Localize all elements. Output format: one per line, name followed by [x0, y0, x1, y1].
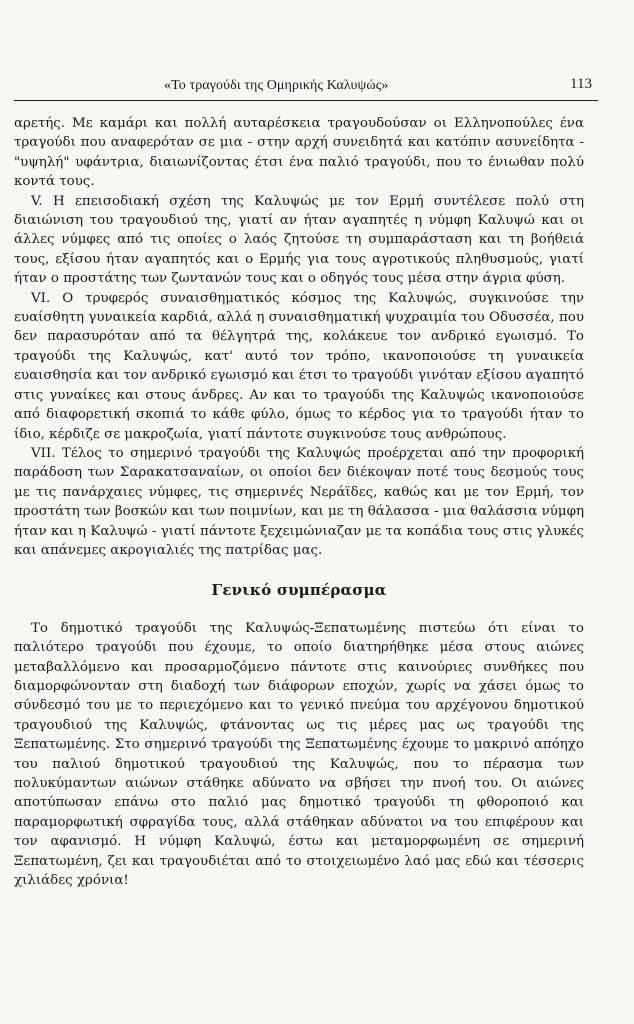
paragraph-continuation: αρετής. Με καμάρι και πολλή αυταρέσκεια τραγουδούσαν οι Ελληνοπούλες ένα τραγούδι που αναφερόταν σε μια - στην αρχή συνειδητά και κατόπιν ασυνείδητα - "υψηλή" υφάντρια, διαιωνίζοντας έτσι ένα παλιό τραγούδι, που το ένιωθαν πολύ κοντά τους. — [14, 116, 584, 190]
paragraph-vi: VI. Ο τρυφερός συναισθηματικός κόσμος της Καλυψώς, συγκινούσε την ευαίσθητη γυναικεία καρδιά, αλλά η συναισθηματική ψυχραιμία του Οδυσσέα, που δεν παρασυρόταν από τα θέλγητρά της, κολάκευε τον ανδρικό εγωισμό. Το τραγούδι της Καλυψώς, κατ' αυτό τον τρόπο, ικανοποιούσε τη γυναικεία ευαισθησία και τον ανδρικό εγωισμό και έτσι το τραγούδι γινόταν εξίσου αγαπητό στις γυναίκες και στους άνδρες. Αν και το τραγούδι της Καλυψώς ικανοποιούσε από διαφορετική σκοπιά το κάθε φύλο, όμως το κέρδος για το τραγούδι ήταν το ίδιο, κέρδιζε σε μακροζωία, γιατί πάντοτε συγκινούσε τους ανθρώπους. — [14, 290, 584, 442]
running-title: «Το τραγούδι της Ομηρικής Καλυψώς» — [164, 78, 389, 93]
page-number: 113 — [570, 76, 592, 92]
section-heading: Γενικό συμπέρασμα — [211, 581, 387, 600]
paragraph-vii: VII. Τέλος το σημερινό τραγούδι της Καλυψώς προέρχεται από την προφορική παράδοση των Σαρακατσαναίων, οι οποίοι δεν διέκοψαν ποτέ τους δεσμούς τους με τις πανάρχαιες νύμφες, τις σημερινές Νεράϊδες, καθώς και με τον Ερμή, τον προστάτη των βοσκών και των ποιμνίων, και με τη θάλασσα - μια θαλάσσια νύμφη ήταν και η Καλυψώ - γιατί πάντοτε ξεχειμώνιαζαν με τα κοπάδια τους στις γλυκές και απάνεμες ακρογιαλιές της πατρίδας μας. — [14, 445, 584, 558]
paragraph-v: V. Η επεισοδιακή σχέση της Καλυψώς με τον Ερμή συντέλεσε πολύ στη διαιώνιση του τραγουδιού της, γιατί αν ήταν αγαπητές η νύμφη Καλυψώ και οι άλλες νύμφες από τις οποίες ο λαός ζητούσε τη συμπαράσταση και τη βοήθειά τους, εξίσου ήταν αγαπητός και ο Ερμής για τους αγροτικούς πληθυσμούς, γιατί ήταν ο προστάτης των ζωντανών τους και ο οδηγός τους μέσα στην άγρια φύση. — [14, 193, 584, 287]
paragraph-conclusion: Το δημοτικό τραγούδι της Καλυψώς-Ξεπατωμένης πιστεύω ότι είναι το παλιότερο τραγούδι που έχουμε, το οποίο διατηρήθηκε μέσα στους αιώνες μεταβαλλόμενο και προσαρμοζόμενο πάντοτε στις καινούριες συνθήκες που διαμορφώνονταν στη διαδοχή των διάφορων εποχών, χωρίς να χάσει όμως το σύνδεσμό του με το περιεχόμενο και το γενικό πνεύμα του αρχέγονου δημοτικού τραγουδιού της Καλυψώς, φτάνοντας ως τις μέρες μας ως τραγούδι της Ξεπατωμένης. Στο σημερινό τραγούδι της Ξεπατωμένης έχουμε το μακρινό απόηχο του παλιού δημοτικού τραγουδιού της Καλυψώς, που το πέρασμα των πολυκύμαντων αιώνων στάθηκε αδύνατο να σβήσει την πνοή του. Οι αιώνες αποτύπωσαν επάνω στο παλιό μας δημοτικό τραγούδι τη φθοροποιό και παραμορφωτική σφραγίδα τους, αλλά στάθηκαν αδύνατοι να του επιφέρουν και τον αφανισμό. Η νύμφη Καλυψώ, έστω και μεταμορφωμένη σε σημερινή Ξεπατωμένη, ζει και τραγουδιέται από το στοιχειωμένο λαό μας εδώ και τέσσερις χιλιάδες χρόνια! — [14, 620, 584, 889]
body-text — [14, 114, 584, 890]
running-header — [14, 70, 598, 101]
